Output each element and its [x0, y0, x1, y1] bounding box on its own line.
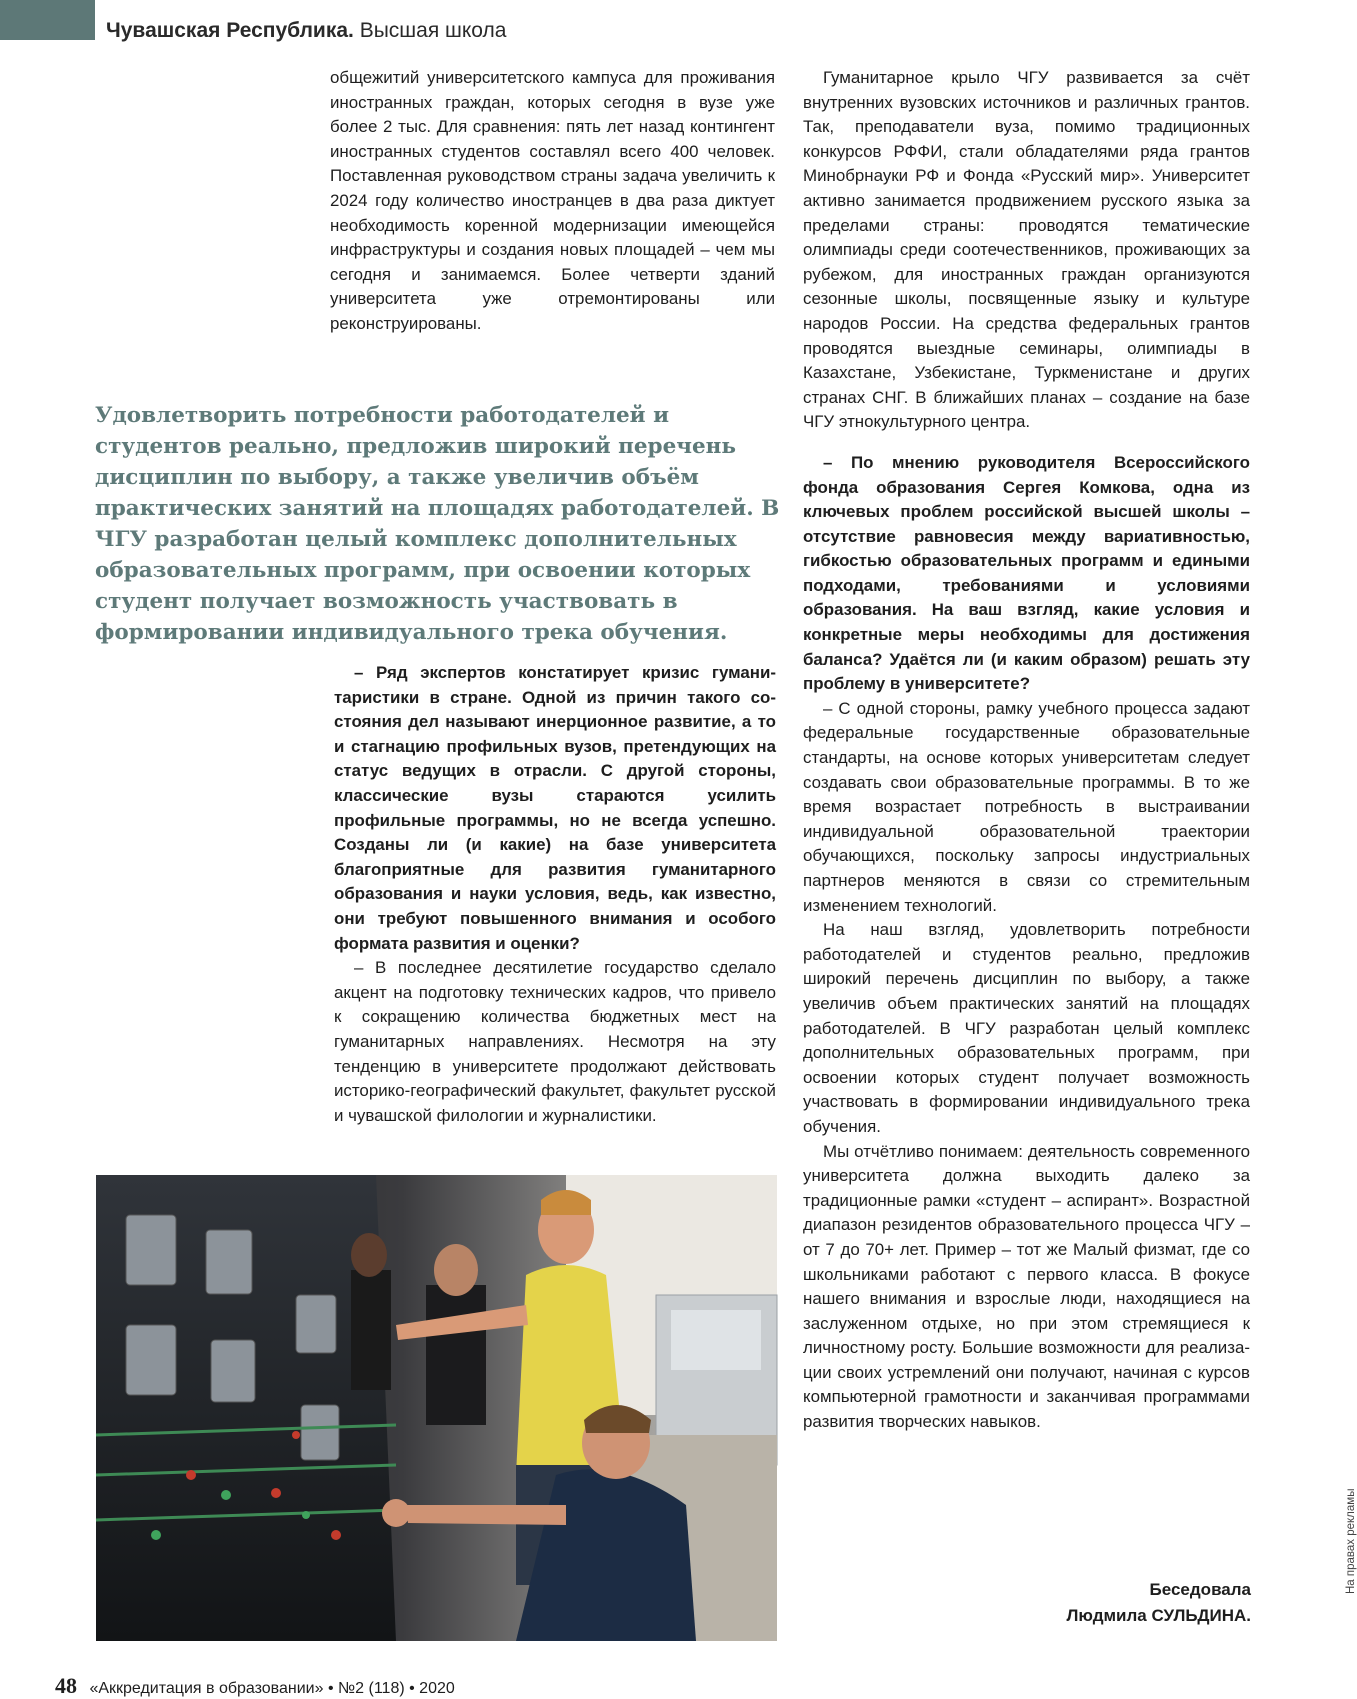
interview-answer: – В последнее десятилетие государство сделало акцент на подготовку технических кадров, что привело к сокращению количества бюджетных мест на гуманитарных направлениях. Несмотря на эту тенденцию в университете продолжают действовать историко-географический факультет, факультет русской и чувашской филологии и журналистики.: [334, 958, 776, 1125]
paragraph: На наш взгляд, удовлетворить потребности работодателей и студентов реально, предложив широкий перечень дисциплин по выбору, а также увеличив объем практических занятий на площадях работодателей. В ЧГУ разработан целый комплекс дополнительных образовательных программ, при освоении которых студент получает возможность участвовать в формировании индивидуального трека обучения.: [803, 920, 1250, 1136]
pull-quote: Удовлетворить потребности работодателей и студентов реально, предложив широкий перечень дисциплин по выбору, а также увеличив объём практических занятий на площадях работодателей. В ЧГУ разработан целый комплекс дополнительных образовательных программ, при освоении которых студент получает возможность участвовать в формировании индивидуального трека обучения.: [95, 403, 780, 645]
interview-question: – По мнению руководителя Всероссийского фонда образования Сергея Комкова, одна из ключевых проблем российской высшей школы – отсутствие равновесия между вариативностью, гибкостью образовательных программ и едиными подходами, требованиями и условиями образования. На ваш взгляд, какие условия и конкретные меры необходимы для достижения баланса? Удаётся ли (и каким образом) решать эту проблему в университете?: [803, 452, 1250, 694]
lab-photo-illustration: [96, 1175, 777, 1641]
page-footer: [55, 1673, 455, 1699]
header-section: Высшая школа: [359, 19, 507, 42]
page-number: 48: [55, 1673, 77, 1698]
publication-info: «Аккредитация в образовании» • №2 (118) • 2020: [89, 1680, 455, 1697]
paragraph: Мы отчётливо понимаем: деятельность современного университета должна выходить далеко за традиционные рамки «студент – аспирант». Возрастной диапазон резидентов образовательного процесса ЧГУ – от 7 до 70+ лет. Пример – тот же Малый физмат, где со школьниками работают с первого класса. В фокусе нашего внимания и взрослые люди, находящиеся на заслуженном отдыхе, но при этом стремящиеся к личностному росту. Большие возможности для реализации своих устремлений они получают, начиная с курсов компьютерной грамотности и заканчивая программами развития творческих навыков.: [803, 1141, 1250, 1432]
article-column-top-left: [330, 66, 775, 337]
advertising-notice: На правах рекламы: [1345, 1488, 1357, 1594]
interview-answer: – С одной стороны, рамку учебного процесса задают федеральные государственные образовательные стандарты, на основе которых университетам следует создавать свои образовательные программы. В то же время возрастает потребность в выстраивании индивидуальной образовательной траектории обучающихся, поскольку запросы индустриальных партнеров меняются в связи со стремительным изменением технологий.: [803, 698, 1250, 915]
header-color-block: [0, 0, 95, 40]
paragraph: общежитий университетского кампуса для проживания иностранных граждан, которых сегодня в вузе уже более 2 тыс. Для сравнения: пять лет назад контингент иностранных студентов составлял всего 400 человек. Поставленная руководством страны задача увеличить к 2024 году количество иностранцев в два раза диктует необходимость коренной модернизации имеющейся инфраструктуры и создания новых площадей – чем мы сегодня и занимаемся. Более четверти зданий университета уже отремонтированы или реконструированы.: [330, 68, 775, 333]
header-region: Чувашская Республика.: [106, 19, 354, 42]
running-header: [106, 19, 506, 43]
byline-role: Беседовала: [1149, 1580, 1251, 1599]
byline-author: Людмила СУЛЬДИНА.: [1066, 1606, 1251, 1625]
lab-photo: [96, 1175, 777, 1641]
paragraph: Гуманитарное крыло ЧГУ развивается за счёт внутренних вузовских источников и различных грантов. Так, преподаватели вуза, помимо традиционных конкурсов РФФИ, стали обладателями ряда грантов Минобрнауки РФ и Фонда «Русский мир». Университет активно занимается продвижением русского языка за пределами страны: проводятся тематические олимпиады среди соотечественников, проживающих за рубежом, для иностранных граждан организуются сезонные школы, посвященные языку и культуре народов России. На средства федеральных грантов проводятся выездные семинары, олимпиады в Казахстане, Узбекистане, Туркменистане и других странах СНГ. В ближайших планах – создание на базе ЧГУ этнокультурного центра.: [803, 68, 1250, 432]
article-column-right: [803, 66, 1250, 1435]
byline: [1066, 1577, 1251, 1629]
interview-question: – Ряд экспертов констатирует кризис гуманитаристики в стране. Одной из причин такого состояния дел называют инерционное развитие, а то и стагнацию профильных вузов, претендующих на статус ведущих в отрасли. С другой стороны, классические вузы стараются усилить профильные программы, но не всегда успешно. Созданы ли (и какие) на базе университета благоприятные для развития гуманитарного образования и науки условия, ведь, как известно, они требуют повышенного внимания и особого формата развития и оценки?: [334, 663, 776, 953]
article-column-middle: [334, 661, 776, 1128]
